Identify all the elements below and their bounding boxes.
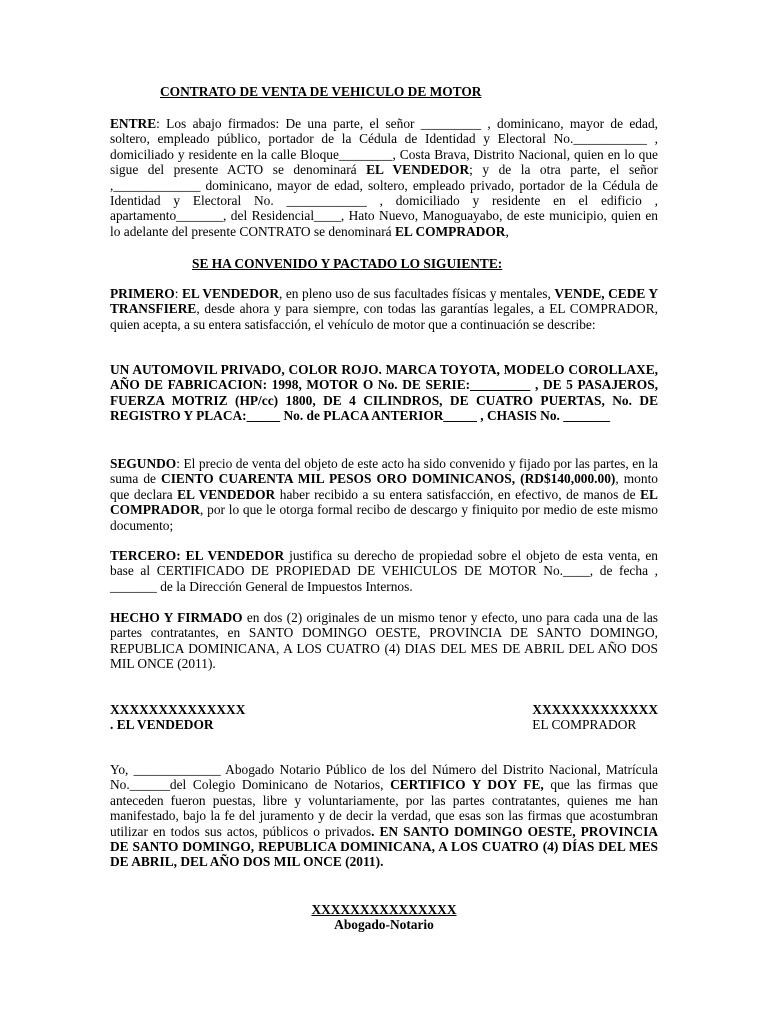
vehicle-description: UN AUTOMOVIL PRIVADO, COLOR ROJO. MARCA TOYOTA, MODELO COROLLAXE, AÑO DE FABRICACION: 1998, MOTOR O No. DE SERIE:_________ , DE 5 PASAJEROS, FUERZA MOTRIZ (HP/cc) 1800, DE 4 CILINDROS, DE CUATRO PUERTAS, No. DE REGISTRO Y PLACA:_____ No. de PLACA ANTERIOR_____ , CHASIS No. _______ <box>110 362 658 424</box>
hecho-text-1: en dos (2) originales de un mismo tenor y efecto, uno para cada una de las partes contratantes, en SANTO DOMINGO OESTE, PROVINCIA DE SANTO DOMINGO, REPUBLICA DOMINICANA, A LOS CUATRO (4) DIAS DEL MES DE ABRIL DEL AÑO DOS MIL ONCE (2011). <box>110 610 658 672</box>
primero-vendedor: EL VENDEDOR <box>181 286 279 301</box>
paragraph-entre <box>110 116 658 239</box>
primero-lead: PRIMERO <box>110 286 175 301</box>
notario-certifico: CERTIFICO Y DOY FE, <box>390 777 544 793</box>
party-signatures <box>110 702 658 736</box>
notario-text-2: que las firmas que anteceden fueron puestas, libre y voluntariamente, por las partes contratantes, quienes me han manifestado, bajo la fe del juramento y de decir la verdad, que esas son las firmas que acostumbran utilizar en todos sus actos, públicos o privados <box>110 777 658 839</box>
segundo-text-2: , monto que declara <box>110 471 658 502</box>
primero-text-1: : <box>174 286 182 301</box>
entre-lead: ENTRE <box>110 116 157 131</box>
hecho-lead: HECHO Y FIRMADO <box>110 610 243 625</box>
entre-text-3: , <box>505 223 509 239</box>
notary-signature-name: XXXXXXXXXXXXXXX <box>311 902 457 917</box>
notary-signature-label: Abogado-Notario <box>334 917 434 933</box>
vendedor-signature-name: XXXXXXXXXXXXXX <box>110 702 246 717</box>
paragraph-segundo <box>110 456 658 533</box>
entre-comprador: EL COMPRADOR <box>394 223 506 239</box>
tercero-text-1: justifica su derecho de propiedad sobre el objeto de esta venta, en base al CERTIFICADO DE PROPIEDAD DE VEHICULOS DE MOTOR No.____, de fecha , _______ de la Dirección General de Impuestos Internos. <box>110 548 658 594</box>
paragraph-primero <box>110 286 658 332</box>
segundo-text-4: , por lo que le otorga formal recibo de descargo y finiquito por medio de este mismo documento; <box>110 502 658 533</box>
segundo-comprador: EL COMPRADOR <box>110 486 658 518</box>
vendedor-signature <box>110 702 245 733</box>
paragraph-notario <box>110 762 658 870</box>
paragraph-tercero <box>110 548 658 594</box>
segundo-suma: CIENTO CUARENTA MIL PESOS ORO DOMINICANOS, (RD$140,000.00) <box>161 471 616 487</box>
entre-text-1: : Los abajo firmados: De una parte, el señor _________ , dominicano, mayor de edad, soltero, empleado público, portador de la Cédula de Identidad y Electoral No.___________ , domiciliado y residente en la calle Bloque________, Costa Brava, Distrito Nacional, quien en lo que sigue del presente ACTO se denominará <box>110 116 658 178</box>
document-title: CONTRATO DE VENTA DE VEHICULO DE MOTOR <box>160 84 482 99</box>
tercero-lead: TERCERO: EL VENDEDOR <box>110 548 285 563</box>
comprador-signature <box>532 702 658 733</box>
comprador-signature-name: XXXXXXXXXXXXX <box>532 702 658 717</box>
notario-text-1: Yo, _____________ Abogado Notario Público de los del Número del Distrito Nacional, Matrícula No.______del Colegio Dominicano de Notarios, <box>110 762 658 793</box>
comprador-signature-label: EL COMPRADOR <box>532 717 637 733</box>
segundo-text-1: : El precio de venta del objeto de este acto ha sido convenido y fijado por las partes, en la suma de <box>110 456 658 487</box>
segundo-vendedor: EL VENDEDOR <box>177 486 276 502</box>
primero-text-3: , desde ahora y para siempre, con todas las garantías legales, a EL COMPRADOR, quien acepta, a su entera satisfacción, el vehículo de motor que a continuación se describe: <box>110 301 658 332</box>
paragraph-hecho <box>110 610 658 672</box>
entre-vendedor: EL VENDEDOR <box>366 162 470 178</box>
section-heading: SE HA CONVENIDO Y PACTADO LO SIGUIENTE: <box>192 256 503 271</box>
primero-text-2: , en pleno uso de sus facultades físicas y mentales, <box>279 286 555 301</box>
notario-cierre: . EN SANTO DOMINGO OESTE, PROVINCIA DE SANTO DOMINGO, REPUBLICA DOMINICANA, A LOS CUATRO (4) DÍAS DEL MES DE ABRIL, DEL AÑO DOS MIL ONCE (2011). <box>110 823 658 870</box>
segundo-lead: SEGUNDO <box>110 456 177 471</box>
segundo-text-3: haber recibido a su entera satisfacción, en efectivo, de manos de <box>275 486 641 502</box>
entre-text-2: ; y de la otra parte, el señor ,_____________ dominicano, mayor de edad, soltero, empleado privado, portador de la Cédula de Identidad y Electoral No. ____________ , domiciliado y residente en el edificio , apartamento_______, del Residencial____, Hato Nuevo, Manoguayabo, de este municipio, quien en lo adelante del presente CONTRATO se denominará <box>110 162 659 239</box>
notary-signature <box>0 902 768 933</box>
vendedor-signature-label: . EL VENDEDOR <box>110 717 214 733</box>
primero-vende: VENDE, CEDE Y TRANSFIERE <box>110 286 659 317</box>
